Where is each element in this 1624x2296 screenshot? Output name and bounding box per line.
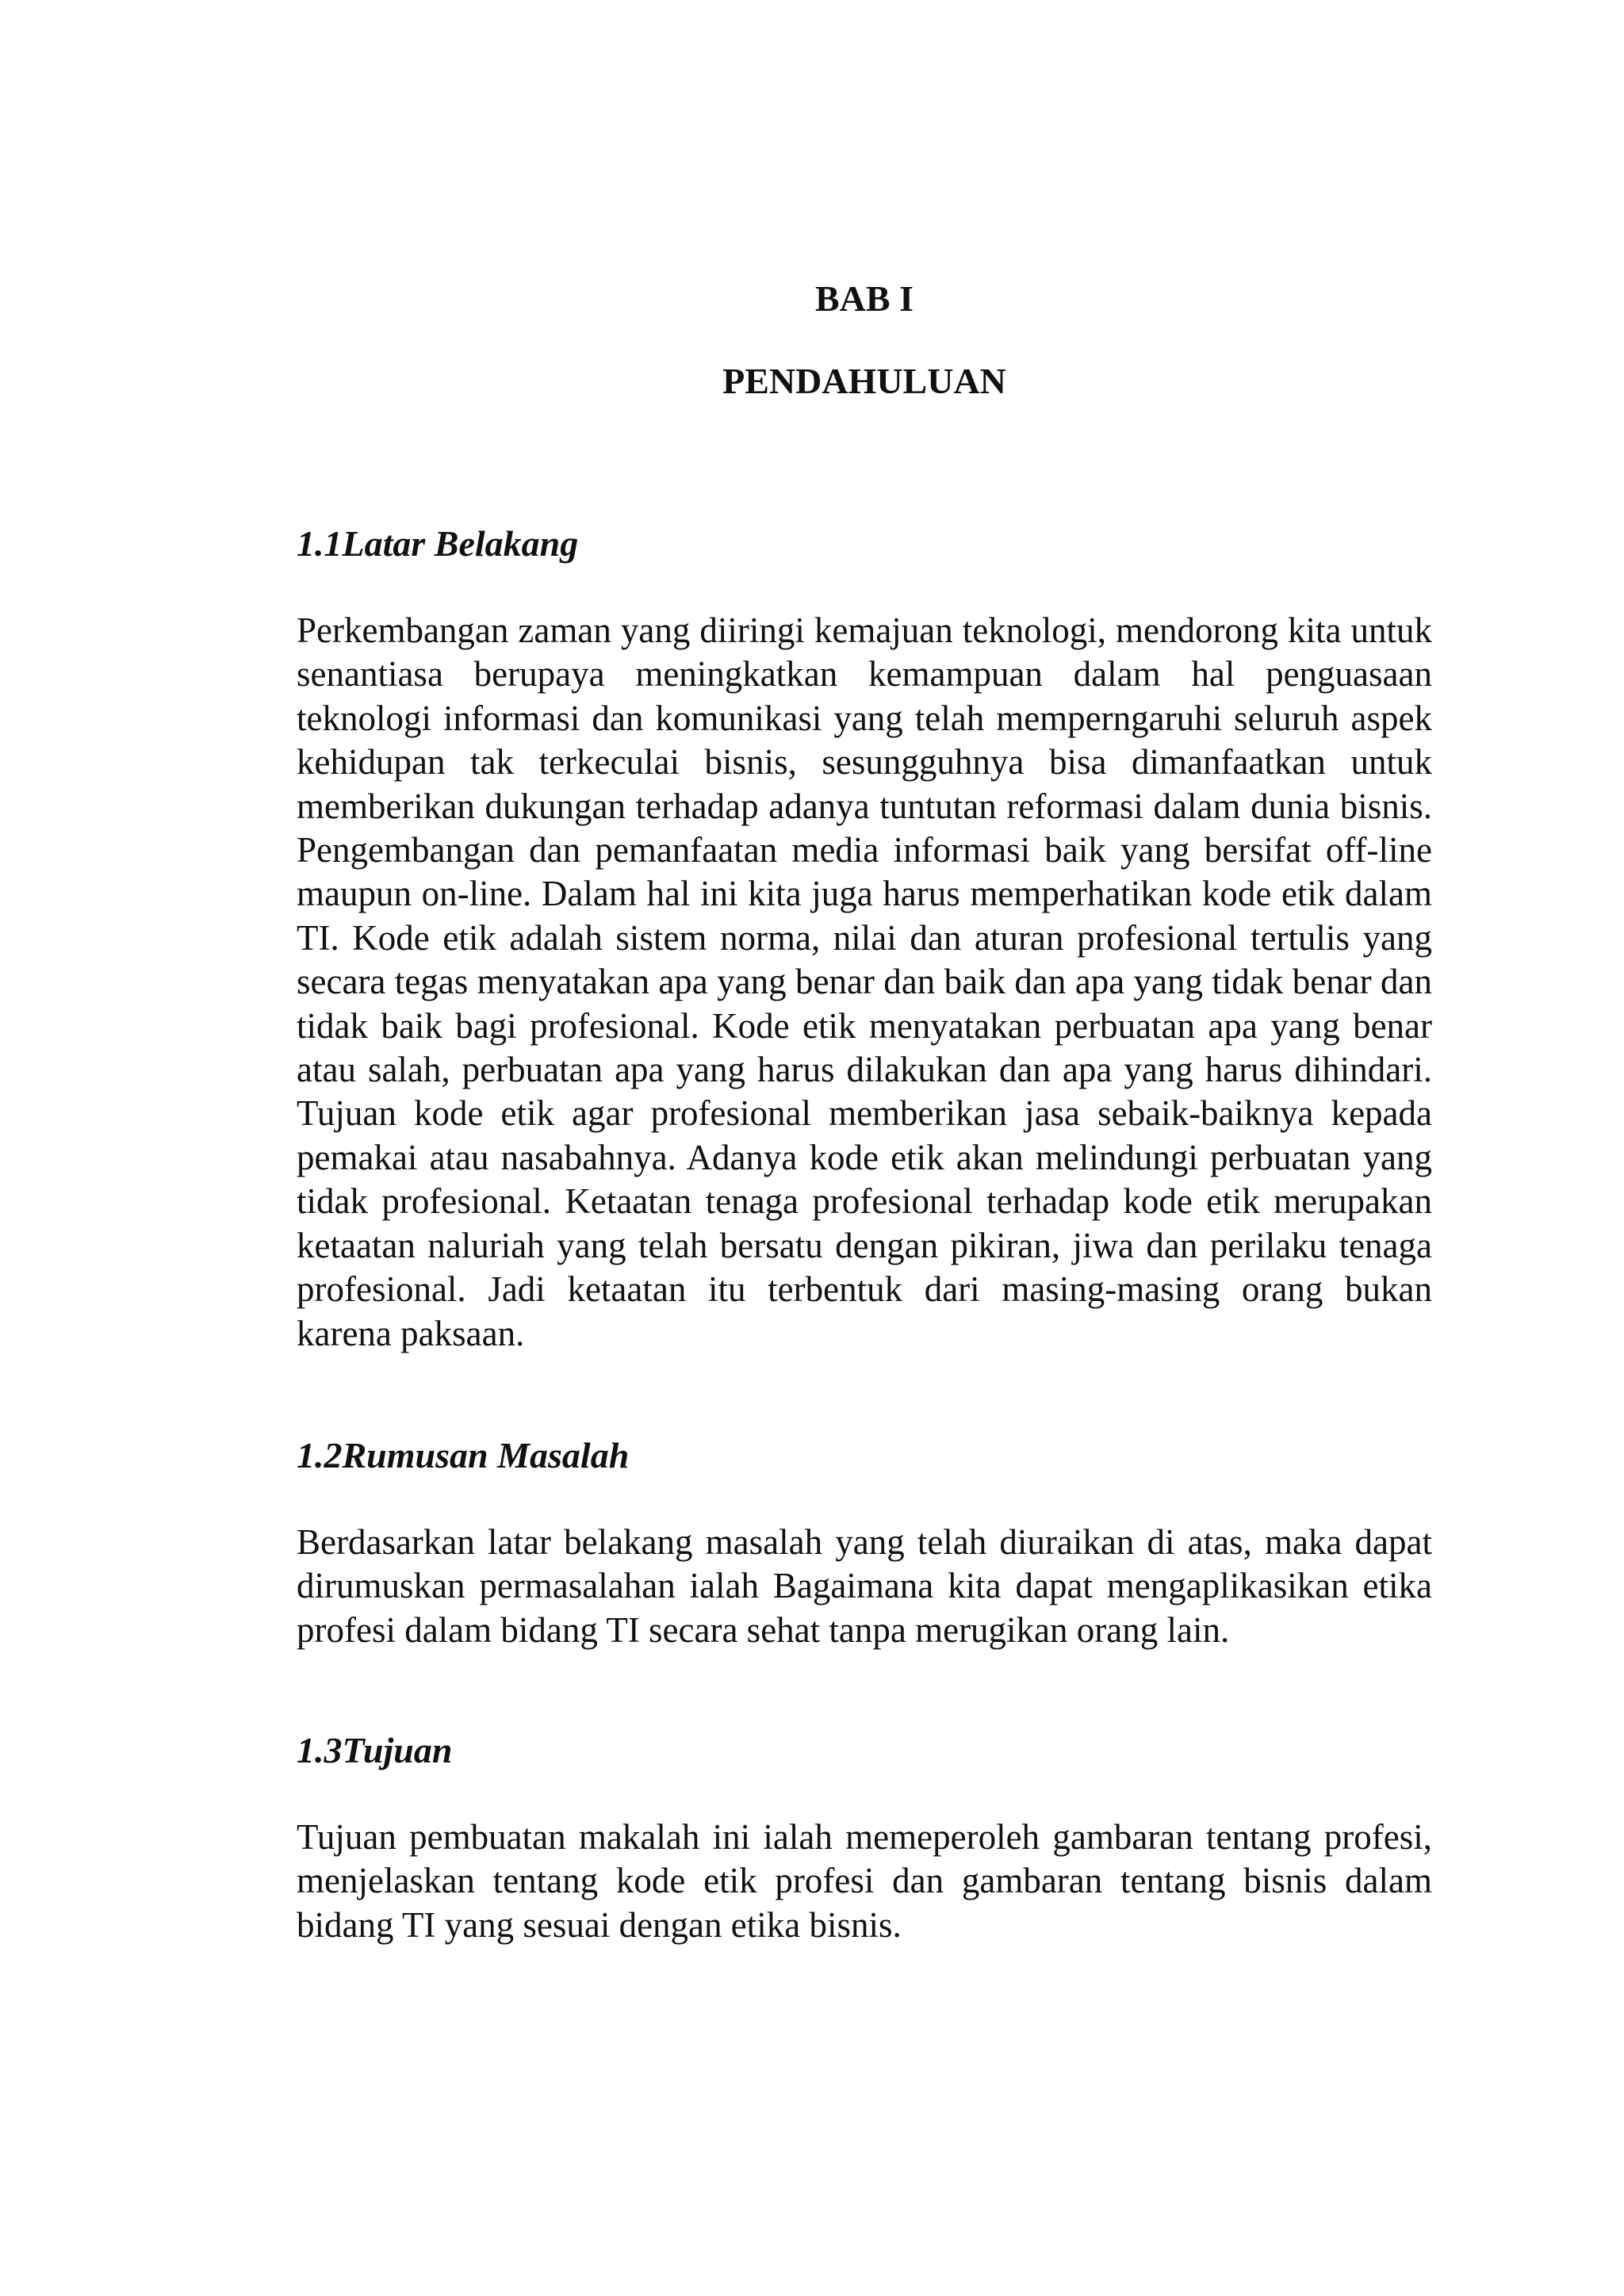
section-heading-latar-belakang: 1.1Latar Belakang	[297, 523, 579, 564]
section-heading-rumusan-masalah: 1.2Rumusan Masalah	[297, 1435, 630, 1475]
section-heading-tujuan: 1.3Tujuan	[297, 1730, 453, 1770]
chapter-title: PENDAHULUAN	[722, 361, 1006, 401]
section-body-rumusan-masalah: Berdasarkan latar belakang masalah yang telah diuraikan di atas, maka dapat dirumuskan permasalahan ialah Bagaimana kita dapat mengaplikasikan etika profesi dalam bidang TI secara sehat tanpa merugikan orang lain.	[297, 1522, 1432, 1650]
section-body-tujuan: Tujuan pembuatan makalah ini ialah memeperoleh gambaran tentang profesi, menjelaskan tentang kode etik profesi dan gambaran tentang bisnis dalam bidang TI yang sesuai dengan etika bisnis.	[297, 1817, 1432, 1945]
section-body-latar-belakang: Perkembangan zaman yang diiringi kemajuan teknologi, mendorong kita untuk senantiasa berupaya meningkatkan kemampuan dalam hal penguasaan teknologi informasi dan komunikasi yang telah memperngaruhi seluruh aspek kehidupan tak terkeculai bisnis, sesungguhnya bisa dimanfaatkan untuk memberikan dukungan terhadap adanya tuntutan reformasi dalam dunia bisnis. Pengembangan dan pemanfaatan media informasi baik yang bersifat off-line maupun on-line. Dalam hal ini kita juga harus memperhatikan kode etik dalam TI. Kode etik adalah sistem norma, nilai dan aturan profesional tertulis yang secara tegas menyatakan apa yang benar dan baik dan apa yang tidak benar dan tidak baik bagi profesional. Kode etik menyatakan perbuatan apa yang benar atau salah, perbuatan apa yang harus dilakukan dan apa yang harus dihindari. Tujuan kode etik agar profesional memberikan jasa sebaik-baiknya kepada pemakai atau nasabahnya. Adanya kode etik akan melindungi perbuatan yang tidak profesional. Ketaatan tenaga profesional terhadap kode etik merupakan ketaatan naluriah yang telah bersatu dengan pikiran, jiwa dan perilaku tenaga profesional. Jadi ketaatan itu terbentuk dari masing-masing orang bukan karena paksaan.	[297, 610, 1432, 1353]
chapter-number: BAB I	[815, 278, 914, 319]
